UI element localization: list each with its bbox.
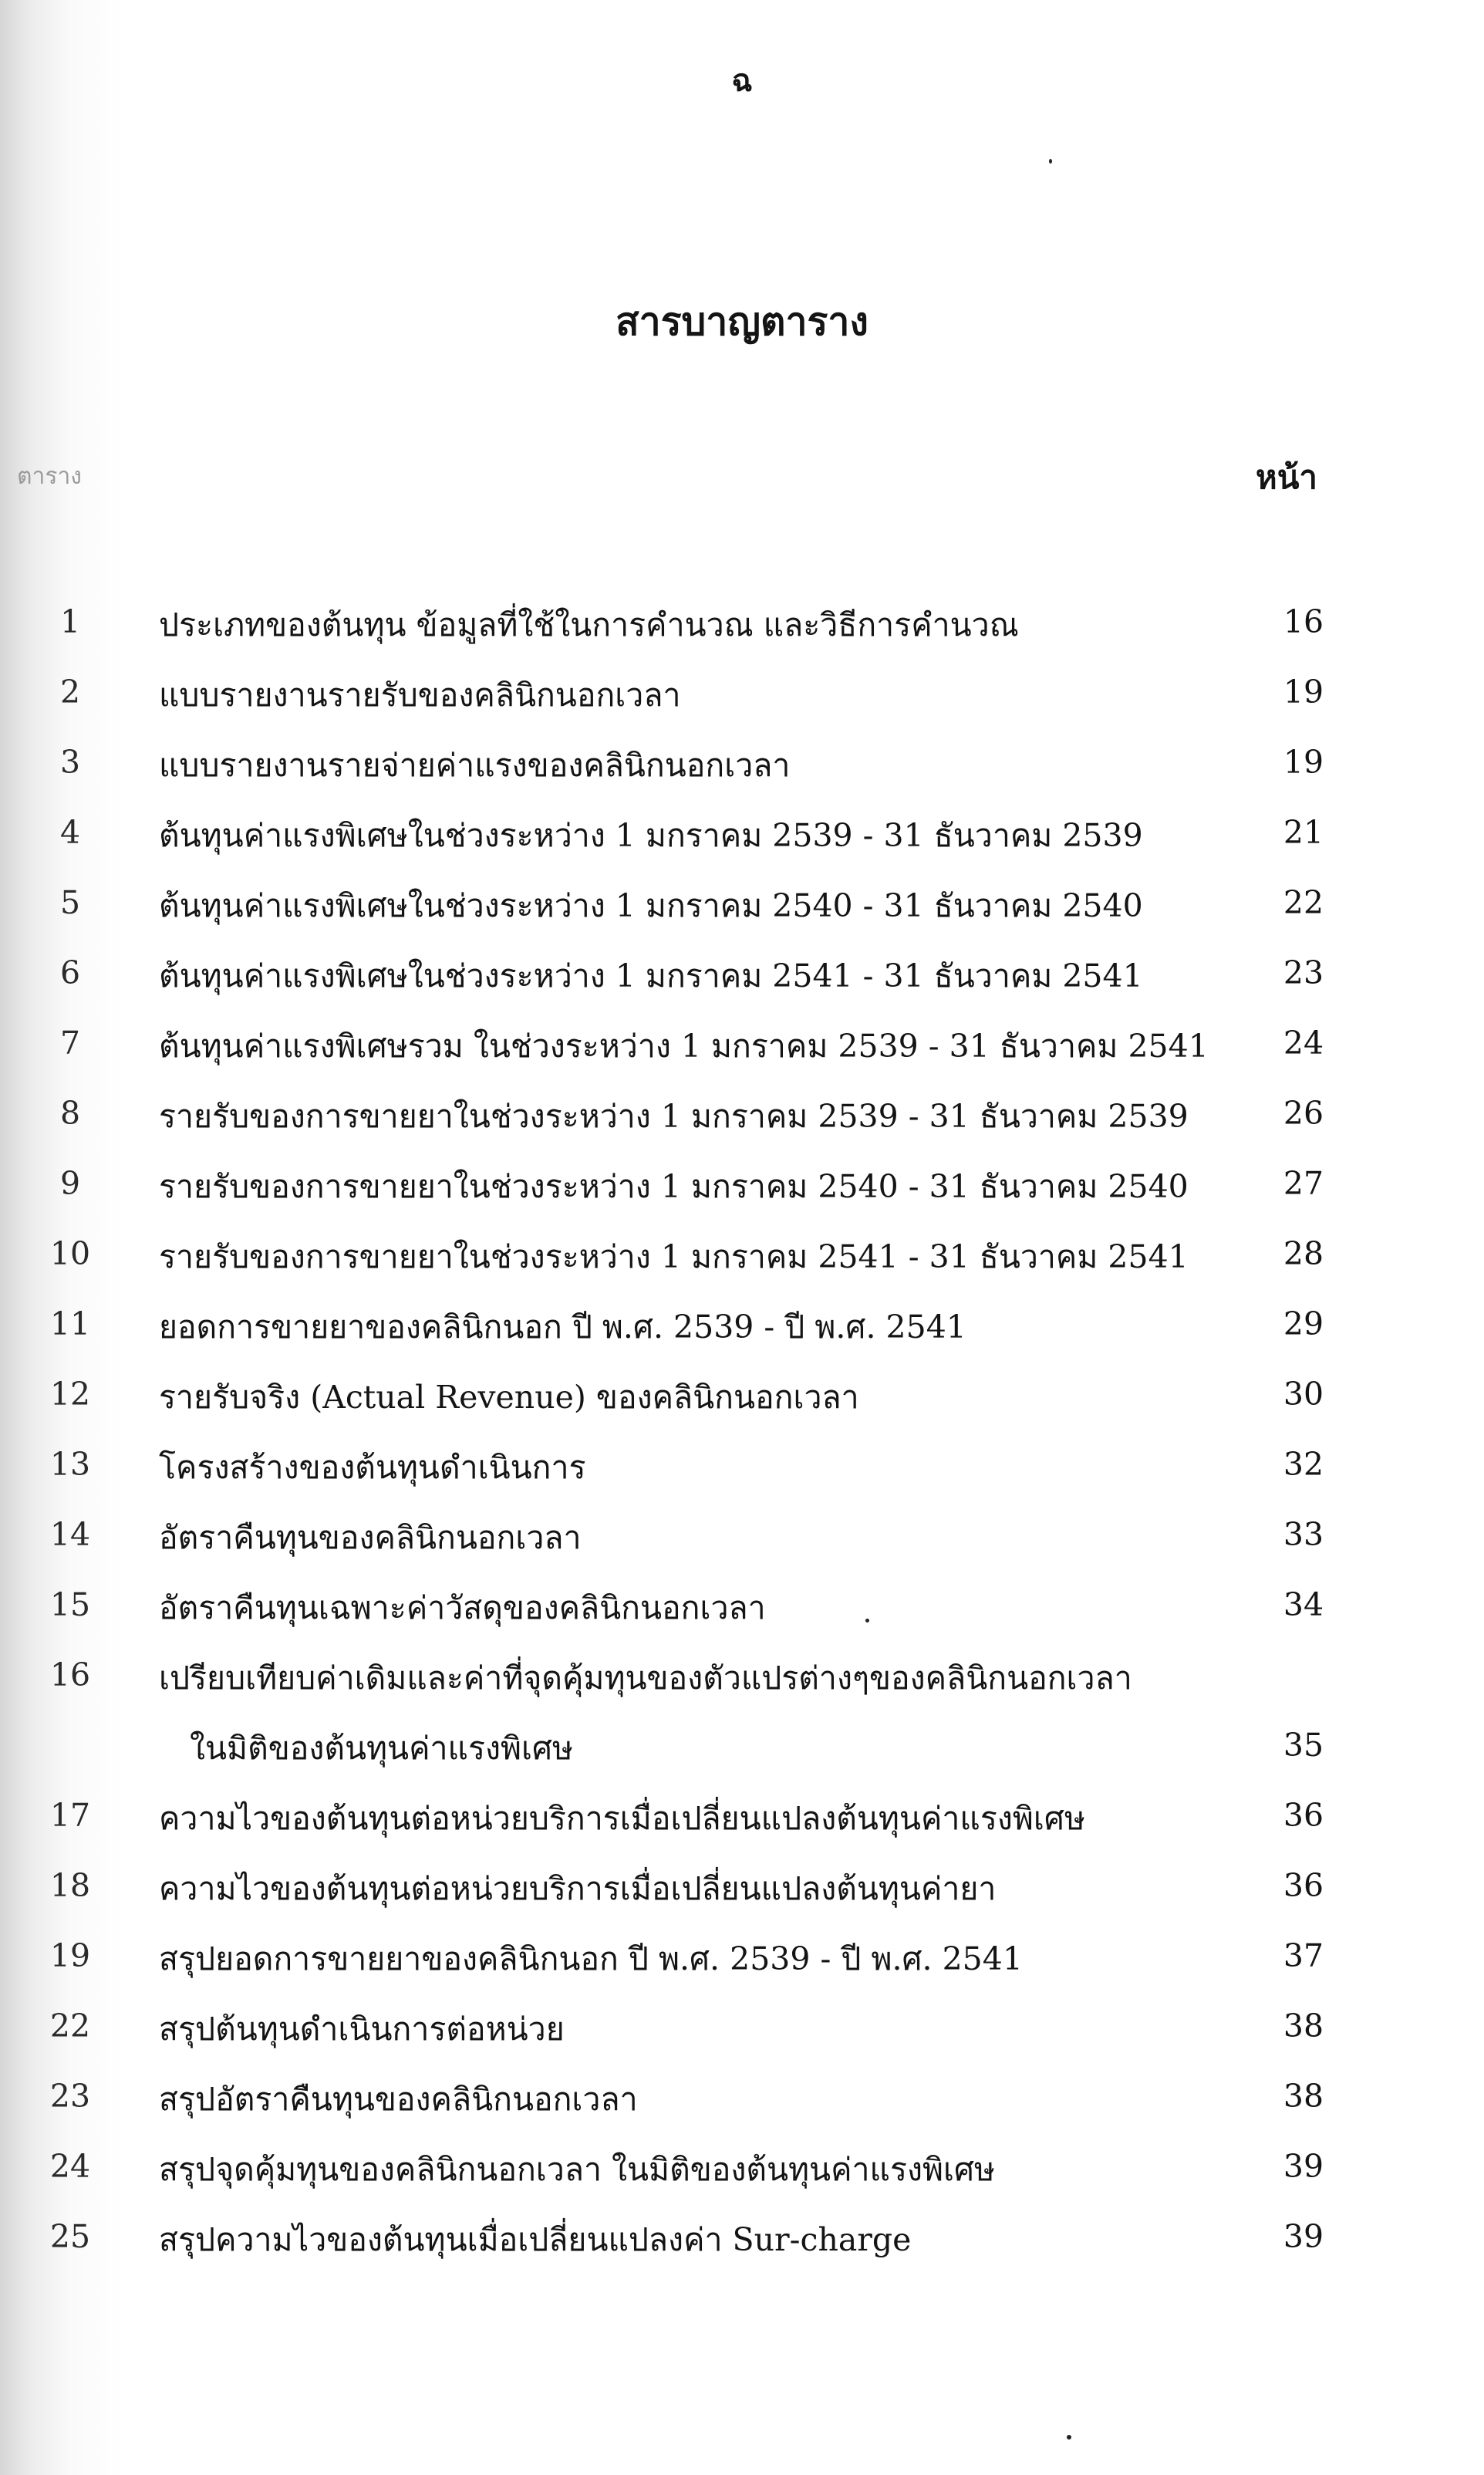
entry-page-number: 30 bbox=[1283, 1376, 1324, 1413]
toc-entry bbox=[0, 805, 1484, 875]
entry-title: ความไวของต้นทุนต่อหน่วยบริการเมื่อเปลี่ยนแปลงต้นทุนค่ายา bbox=[159, 1870, 997, 1907]
entry-title: แบบรายงานรายจ่ายค่าแรงของคลินิกนอกเวลา bbox=[159, 747, 791, 784]
toc-entry bbox=[0, 1858, 1484, 1928]
entry-title: แบบรายงานรายรับของคลินิกนอกเวลา bbox=[159, 677, 681, 714]
entry-title: รายรับของการขายยาในช่วงระหว่าง 1 มกราคม 2539 - 31 ธันวาคม 2539 bbox=[159, 1098, 1189, 1135]
entry-number: 6 bbox=[59, 954, 81, 991]
entry-title: สรุปความไวของต้นทุนเมื่อเปลี่ยนแปลงค่า Sur-charge bbox=[159, 2221, 912, 2258]
toc-entry bbox=[0, 2139, 1484, 2209]
entry-page-number: 33 bbox=[1283, 1516, 1324, 1553]
entry-number: 16 bbox=[49, 1656, 91, 1693]
entry-title: อัตราคืนทุนของคลินิกนอกเวลา bbox=[159, 1519, 582, 1556]
toc-entry bbox=[0, 1015, 1484, 1086]
entry-page-number: 38 bbox=[1283, 2007, 1324, 2044]
toc-entry bbox=[0, 1296, 1484, 1366]
entry-number: 9 bbox=[59, 1165, 81, 1202]
entry-number: 24 bbox=[49, 2148, 91, 2185]
toc-entry bbox=[0, 1437, 1484, 1507]
entry-number: 8 bbox=[59, 1095, 81, 1132]
page-title: สารบาญตาราง bbox=[616, 299, 868, 344]
entry-page-number: 36 bbox=[1283, 1867, 1324, 1904]
entry-page-number: 22 bbox=[1283, 884, 1324, 921]
toc-entry bbox=[0, 945, 1484, 1015]
entry-number: 1 bbox=[59, 603, 81, 640]
entry-title: รายรับของการขายยาในช่วงระหว่าง 1 มกราคม 2540 - 31 ธันวาคม 2540 bbox=[159, 1168, 1189, 1205]
entry-number: 23 bbox=[49, 2078, 91, 2115]
entry-title: ต้นทุนค่าแรงพิเศษรวม ในช่วงระหว่าง 1 มกราคม 2539 - 31 ธันวาคม 2541 bbox=[159, 1028, 1209, 1065]
entry-page-number: 27 bbox=[1283, 1165, 1324, 1202]
entry-number: 3 bbox=[59, 744, 81, 781]
entry-number: 14 bbox=[49, 1516, 91, 1553]
scan-speck bbox=[1049, 159, 1052, 164]
entry-page-number: 39 bbox=[1283, 2148, 1324, 2185]
toc-entry bbox=[0, 2068, 1484, 2139]
toc-entry bbox=[0, 1086, 1484, 1156]
toc-entry bbox=[0, 734, 1484, 805]
entry-page-number: 24 bbox=[1283, 1025, 1324, 1062]
entry-page-number: 32 bbox=[1283, 1446, 1324, 1483]
page-marker: ฉ bbox=[731, 62, 753, 99]
column-header-page: หน้า bbox=[1256, 458, 1317, 496]
toc-entry bbox=[0, 1788, 1484, 1858]
entry-number: 19 bbox=[49, 1937, 91, 1974]
entry-number: 10 bbox=[49, 1235, 91, 1272]
entry-title: ประเภทของต้นทุน ข้อมูลที่ใช้ในการคำนวณ และวิธีการคำนวณ bbox=[159, 606, 1019, 643]
entry-page-number: 39 bbox=[1283, 2218, 1324, 2255]
toc-entry bbox=[0, 594, 1484, 664]
entry-title: ยอดการขายยาของคลินิกนอก ปี พ.ศ. 2539 - ปี พ.ศ. 2541 bbox=[159, 1308, 966, 1346]
toc-entry bbox=[0, 1647, 1484, 1717]
entry-page-number: 34 bbox=[1283, 1586, 1324, 1623]
toc-entry-continuation bbox=[0, 1717, 1484, 1788]
entry-page-number: 21 bbox=[1283, 814, 1324, 851]
entry-title: รายรับของการขายยาในช่วงระหว่าง 1 มกราคม 2541 - 31 ธันวาคม 2541 bbox=[159, 1238, 1189, 1275]
toc-entry bbox=[0, 1507, 1484, 1577]
entry-title: ต้นทุนค่าแรงพิเศษในช่วงระหว่าง 1 มกราคม 2539 - 31 ธันวาคม 2539 bbox=[159, 817, 1143, 854]
toc-entry bbox=[0, 875, 1484, 945]
entry-number: 13 bbox=[49, 1446, 91, 1483]
entry-title: อัตราคืนทุนเฉพาะค่าวัสดุของคลินิกนอกเวลา bbox=[159, 1589, 766, 1626]
scan-speck bbox=[1067, 2435, 1071, 2440]
entry-number: 15 bbox=[49, 1586, 91, 1623]
entry-number: 5 bbox=[59, 884, 81, 921]
entry-title: ต้นทุนค่าแรงพิเศษในช่วงระหว่าง 1 มกราคม 2540 - 31 ธันวาคม 2540 bbox=[159, 887, 1143, 924]
toc-entry bbox=[0, 1577, 1484, 1647]
entry-number: 12 bbox=[49, 1376, 91, 1413]
entry-page-number: 19 bbox=[1283, 744, 1324, 781]
toc-entry bbox=[0, 664, 1484, 734]
entry-page-number: 29 bbox=[1283, 1305, 1324, 1342]
entry-title: โครงสร้างของต้นทุนดำเนินการ bbox=[159, 1449, 586, 1486]
scan-speck bbox=[865, 1619, 869, 1622]
entry-number: 17 bbox=[49, 1797, 91, 1834]
entry-title: ต้นทุนค่าแรงพิเศษในช่วงระหว่าง 1 มกราคม 2541 - 31 ธันวาคม 2541 bbox=[159, 957, 1143, 994]
entry-page-number: 16 bbox=[1283, 603, 1324, 640]
toc-entry bbox=[0, 1366, 1484, 1437]
entry-page-number: 23 bbox=[1283, 954, 1324, 991]
entry-page-number: 35 bbox=[1283, 1727, 1324, 1764]
entry-number: 7 bbox=[59, 1025, 81, 1062]
entry-page-number: 28 bbox=[1283, 1235, 1324, 1272]
entry-page-number: 19 bbox=[1283, 674, 1324, 711]
entry-number: 18 bbox=[49, 1867, 91, 1904]
entry-title: รายรับจริง (Actual Revenue) ของคลินิกนอกเวลา bbox=[159, 1379, 859, 1416]
entry-title: สรุปจุดคุ้มทุนของคลินิกนอกเวลา ในมิติของต้นทุนค่าแรงพิเศษ bbox=[159, 2151, 996, 2188]
column-header-table: ตาราง bbox=[17, 463, 82, 490]
entry-title: สรุปต้นทุนดำเนินการต่อหน่วย bbox=[159, 2011, 565, 2048]
entry-title: สรุปอัตราคืนทุนของคลินิกนอกเวลา bbox=[159, 2081, 638, 2118]
toc-entry bbox=[0, 1928, 1484, 1998]
table-of-contents-list bbox=[0, 594, 1484, 2279]
entry-title: เปรียบเทียบค่าเดิมและค่าที่จุดคุ้มทุนของตัวแปรต่างๆของคลินิกนอกเวลา bbox=[159, 1660, 1132, 1697]
toc-entry bbox=[0, 1998, 1484, 2068]
entry-page-number: 38 bbox=[1283, 2078, 1324, 2115]
entry-page-number: 26 bbox=[1283, 1095, 1324, 1132]
entry-number: 22 bbox=[49, 2007, 91, 2044]
entry-title-continuation: ในมิติของต้นทุนค่าแรงพิเศษ bbox=[190, 1730, 574, 1767]
entry-title: ความไวของต้นทุนต่อหน่วยบริการเมื่อเปลี่ยนแปลงต้นทุนค่าแรงพิเศษ bbox=[159, 1800, 1085, 1837]
toc-entry bbox=[0, 1156, 1484, 1226]
toc-entry bbox=[0, 2209, 1484, 2279]
entry-page-number: 36 bbox=[1283, 1797, 1324, 1834]
entry-number: 4 bbox=[59, 814, 81, 851]
entry-title: สรุปยอดการขายยาของคลินิกนอก ปี พ.ศ. 2539 - ปี พ.ศ. 2541 bbox=[159, 1940, 1023, 1977]
toc-entry bbox=[0, 1226, 1484, 1296]
entry-number: 11 bbox=[49, 1305, 91, 1342]
entry-number: 2 bbox=[59, 674, 81, 711]
entry-page-number: 37 bbox=[1283, 1937, 1324, 1974]
entry-number: 25 bbox=[49, 2218, 91, 2255]
